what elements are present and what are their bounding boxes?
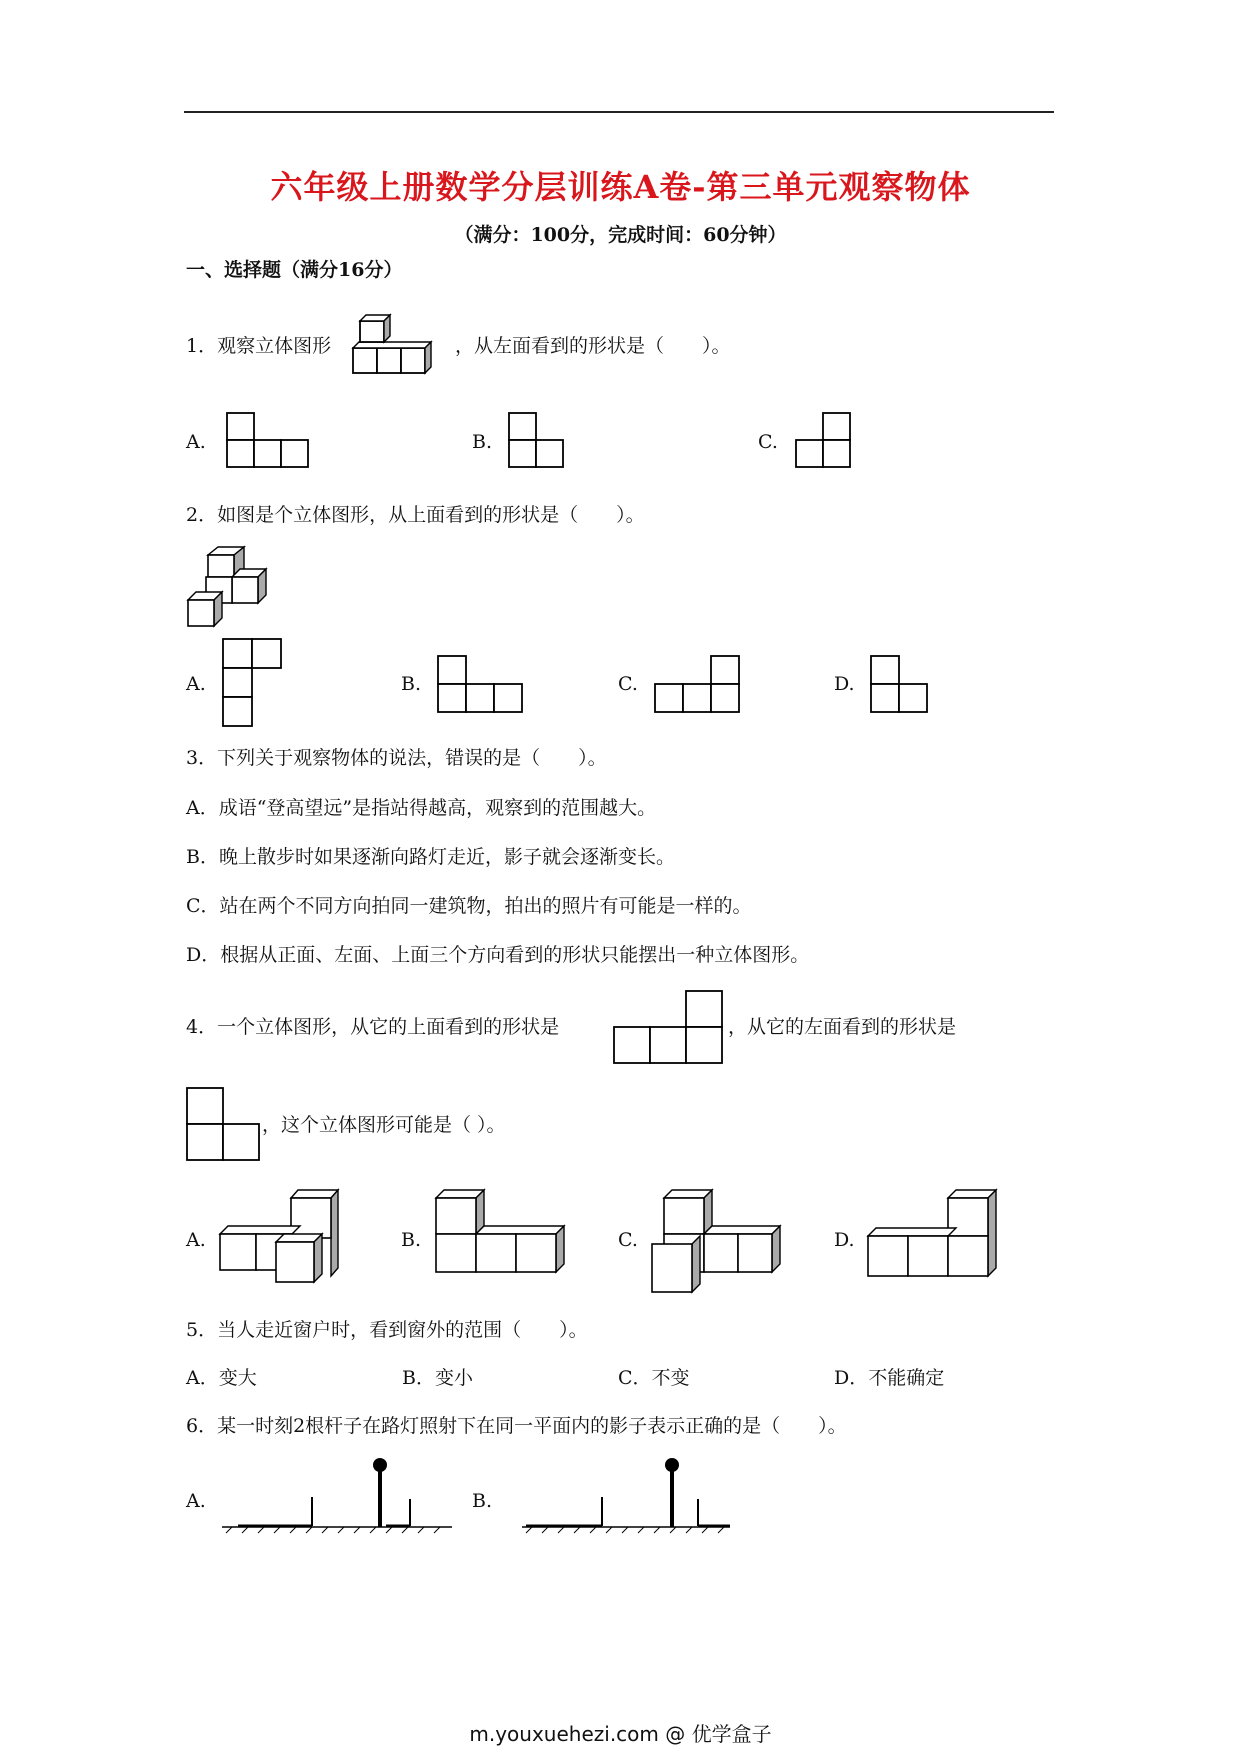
q5-text: 5．当人走近窗户时，看到窗外的范围（ ）。 [186,1319,588,1341]
q6-text: 6．某一时刻2根杆子在路灯照射下在同一平面内的影子表示正确的是（ ）。 [186,1415,847,1437]
q3-choice-c[interactable]: C．站在两个不同方向拍同一建筑物，拍出的照片有可能是一样的。 [186,895,752,917]
q2-option-c-label[interactable]: C. [618,673,638,695]
page-title: 六年级上册数学分层训练A卷-第三单元观察物体 [270,168,971,206]
q1-option-b-label[interactable]: B. [472,431,493,453]
q2-solid-figure [186,545,276,630]
q1-text-after: ，从左面看到的形状是（ ）。 [455,335,731,357]
section-heading: 一、选择题（满分16分） [186,259,403,281]
q1-option-c-label[interactable]: C. [758,431,778,453]
q5-choice-c[interactable]: C．不变 [618,1367,690,1389]
q4-option-b-figure[interactable] [434,1188,570,1288]
q3-choice-d[interactable]: D．根据从正面、左面、上面三个方向看到的形状只能摆出一种立体图形。 [186,944,810,966]
q2-option-c-figure[interactable] [654,655,744,715]
q1-text-before: 1．观察立体图形 [186,335,332,357]
top-rule [184,111,1054,113]
q4-option-c-figure[interactable] [650,1188,786,1298]
q1-option-c-figure[interactable] [795,412,853,468]
q4-text-after: ，从它的左面看到的形状是 [728,1016,957,1038]
q5-choice-b[interactable]: B．变小 [402,1367,473,1389]
q4-option-c-label[interactable]: C. [618,1229,638,1251]
q2-option-b-figure[interactable] [437,655,527,715]
q3-choice-b[interactable]: B．晚上散步时如果逐渐向路灯走近，影子就会逐渐变长。 [186,846,675,868]
q2-option-d-label[interactable]: D. [834,673,855,695]
q1-option-a-figure[interactable] [226,412,310,468]
q2-option-d-figure[interactable] [870,655,932,715]
q6-option-b-label[interactable]: B. [472,1490,493,1512]
q2-option-b-label[interactable]: B. [401,673,422,695]
q4-option-d-label[interactable]: D. [834,1229,855,1251]
page-subtitle: （满分：100分，完成时间：60分钟） [454,224,787,246]
q2-text: 2．如图是个立体图形，从上面看到的形状是（ ）。 [186,504,645,526]
q4-text-line2: ，这个立体图形可能是（ ）。 [262,1114,506,1136]
q4-left-view-figure [186,1087,264,1163]
q4-option-a-label[interactable]: A. [186,1229,206,1251]
q1-solid-figure [350,315,430,377]
q4-option-d-figure[interactable] [866,1188,1002,1288]
q4-option-b-label[interactable]: B. [401,1229,422,1251]
q6-option-a-figure[interactable] [220,1455,456,1535]
q1-option-a-label[interactable]: A. [186,431,206,453]
q5-choice-a[interactable]: A．变大 [186,1367,257,1389]
q5-choice-d[interactable]: D．不能确定 [834,1367,945,1389]
page-footer: m.youxuehezi.com @ 优学盒子 [469,1722,772,1746]
q2-option-a-figure[interactable] [222,638,284,728]
q4-option-a-figure[interactable] [218,1188,344,1288]
q3-text: 3．下列关于观察物体的说法，错误的是（ ）。 [186,747,607,769]
q6-option-b-figure[interactable] [520,1455,734,1535]
q4-top-view-figure [614,990,726,1065]
q2-option-a-label[interactable]: A. [186,673,206,695]
q4-text-before: 4．一个立体图形，从它的上面看到的形状是 [186,1016,560,1038]
q1-option-b-figure[interactable] [508,412,566,468]
q6-option-a-label[interactable]: A. [186,1490,206,1512]
q3-choice-a[interactable]: A．成语“登高望远”是指站得越高，观察到的范围越大。 [186,797,657,819]
